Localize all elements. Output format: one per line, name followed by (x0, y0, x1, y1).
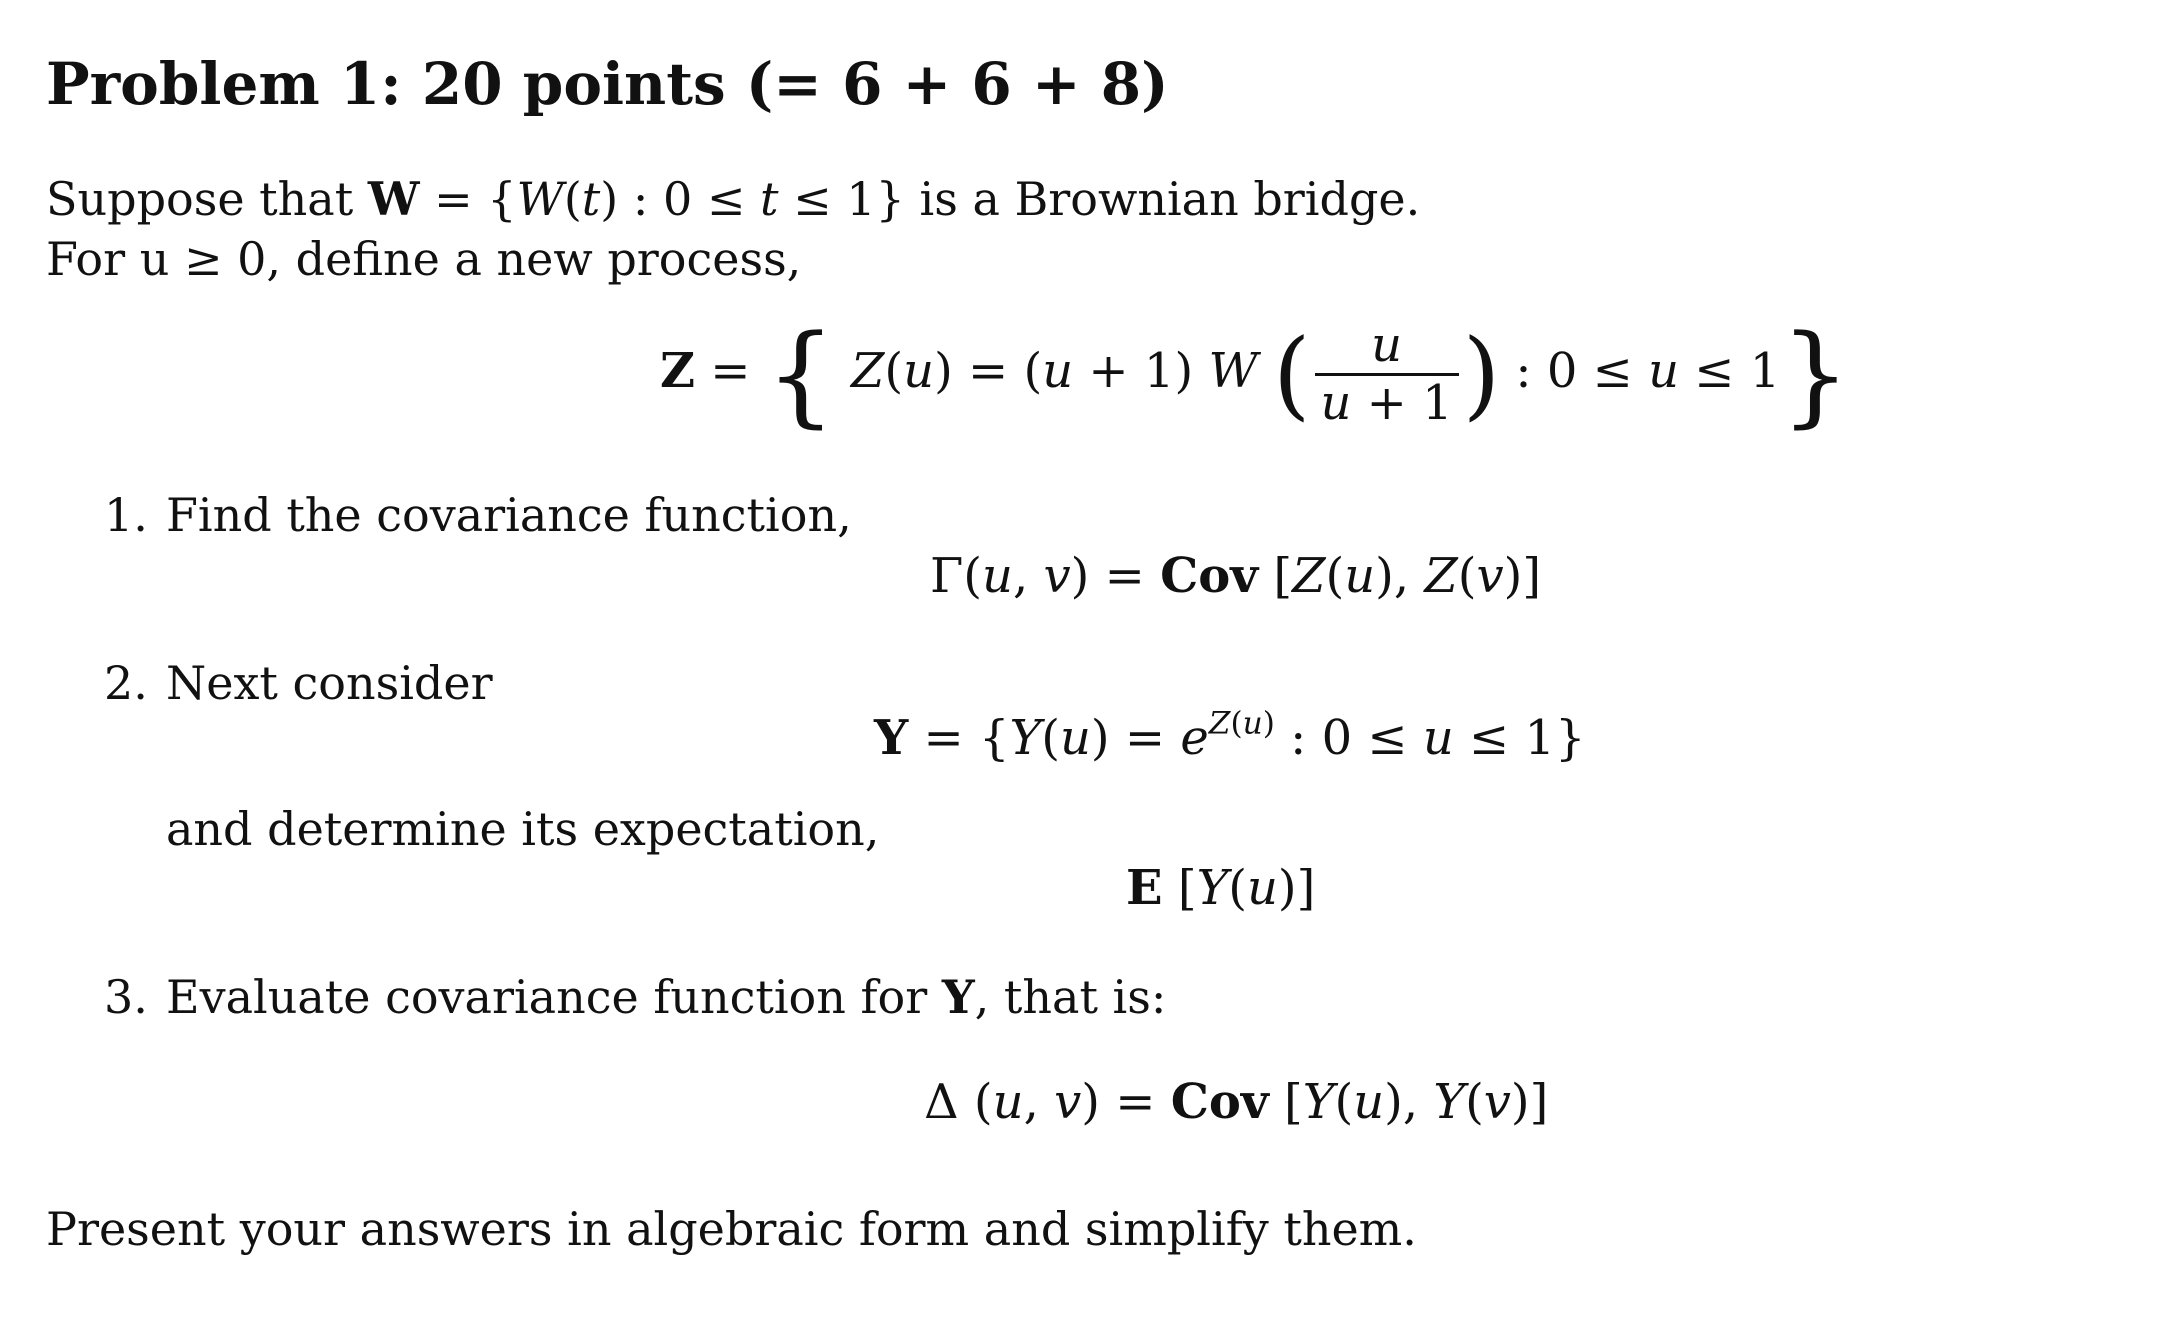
item-3-text-bold: Y (941, 970, 975, 1024)
intro-line-2: For u ≥ 0, define a new process, (46, 232, 802, 286)
item-3-number: 3. (104, 970, 148, 1024)
closing-instruction: Present your answers in algebraic form and simplify them. (46, 1202, 1417, 1256)
intro-line-1 (46, 172, 1420, 226)
item-3-text (166, 970, 1166, 1024)
covariance-gamma-equation: Γ(u, v) = Cov [Z(u), Z(v)] (930, 548, 1542, 604)
intro-text-pre: Suppose that (46, 172, 354, 226)
problem-title: Problem 1: 20 points (= 6 + 6 + 8) (46, 50, 1169, 118)
item-3-text-pre: Evaluate covariance function for (166, 970, 928, 1024)
item-2-number: 2. (104, 656, 148, 710)
item-1-number: 1. (104, 488, 148, 542)
item-2-text: Next consider (166, 656, 493, 710)
item-1-text: Find the covariance function, (166, 488, 852, 542)
expectation-equation: E [Y(u)] (1126, 860, 1316, 916)
fraction-u-over-u-plus-1: $\frac{u}{u + 1}$ (1315, 318, 1459, 431)
item-3-text-post: , that is: (974, 970, 1167, 1024)
item-2-followup: and determine its expectation, (166, 802, 880, 856)
covariance-delta-equation: Δ (u, v) = Cov [Y(u), Y(v)] (924, 1074, 1549, 1130)
y-process-equation: $Y = \{Y(u) = e^{Z(u)}$ : 0 ≤ u ≤ 1} (874, 705, 1586, 766)
brownian-bridge-definition: W = {W(t) : 0 ≤ t ≤ 1} (367, 172, 920, 226)
z-process-equation: Z = { Z(u) = (u + 1) W ( $\frac{u}{u + 1}$ ) : 0 ≤ u ≤ 1} (660, 310, 1851, 439)
intro-text-post: is a Brownian bridge. (919, 172, 1421, 226)
